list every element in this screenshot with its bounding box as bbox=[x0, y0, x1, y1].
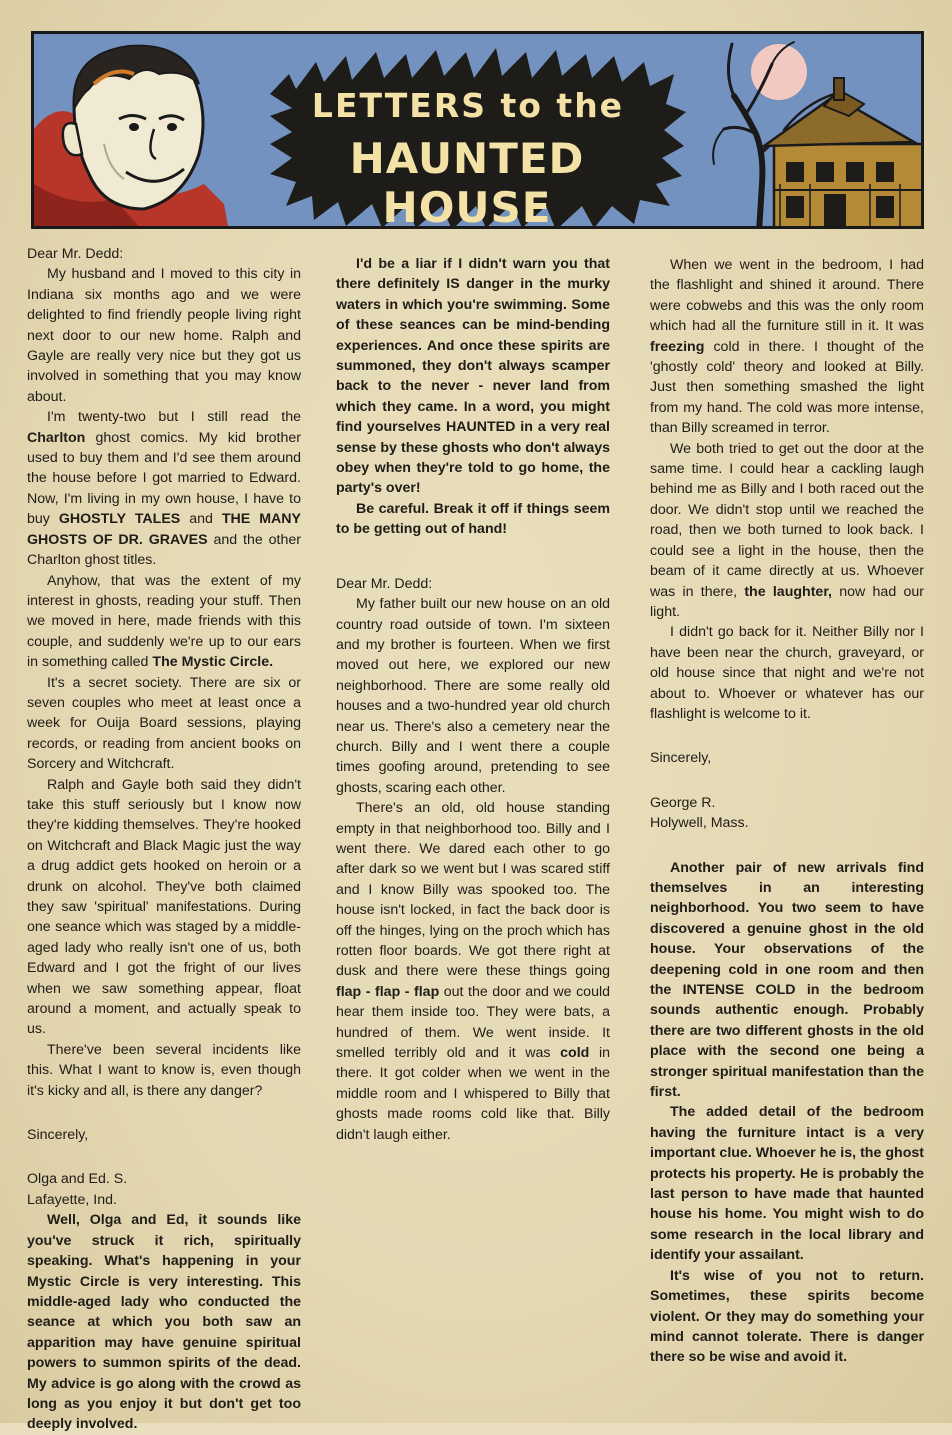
reply-1-paragraph: Be careful. Break it off if things seem to be getting out of hand! bbox=[336, 500, 610, 538]
column-3 bbox=[650, 255, 924, 1368]
letter-2-location: Holywell, Mass. bbox=[650, 815, 749, 832]
letter-1-closing: Sincerely, bbox=[27, 1127, 89, 1144]
letter-1-salutation: Dear Mr. Dedd: bbox=[27, 246, 124, 262]
letter-1-paragraph: My husband and I moved to this city in Indiana six months ago and we were delighted to find friendly people living right next door to our new home. Ralph and Gayle are really very nice but they got us involved in something that you may know about. bbox=[27, 266, 301, 405]
reply-1-paragraph: I'd be a liar if I didn't warn you that there definitely IS danger in the murky waters in which you're swimming. Some of these seances can be mind-bending experiences. And once these spirits are summoned, they don't always scamper back to the never - never land from which they came. In a word, you might find yourselves HAUNTED in a very real sense by these ghosts who don't always obey when they're told to go home, the party's over! bbox=[336, 256, 611, 497]
reply-2-paragraph: It's wise of you not to return. Sometimes, these spirits become violent. Or they may do something your mind cannot tolerate. There is danger there so be wise and avoid it. bbox=[650, 1267, 924, 1366]
letter-2-paragraph: My father built our new house on an old country road outside of town. I'm sixteen and my brother is fourteen. When we first moved out here, we explored our new neighborhood. There are some really old houses and a two-hundred year old church near us. There's also a cemetery near the church. Billy and I went there a couple times goofing around, pretending to see ghosts, scaring each other. bbox=[336, 596, 610, 796]
column-2 bbox=[336, 254, 610, 1145]
letter-1-signature: Olga and Ed. S. bbox=[27, 1171, 128, 1188]
letter-1-paragraph: Ralph and Gayle both said they didn't take this stuff seriously but I know now they're kidding themselves. They're hooked on Witchcraft and Black Magic just the way a drug addict gets hooked on heroin or a drunk on alcohol. They've both claimed they saw 'spiritual' manifestations. During one seance which was staged by a middle-aged lady who really isn't one of us, both Edward and I got the fright of our lives when we saw something appear, float around a moment, and actually speak to us. bbox=[27, 776, 301, 1038]
title-line-1: LETTERS to the bbox=[311, 86, 625, 125]
reply-2-paragraph: Another pair of new arrivals find themselves in an interesting neighborhood. You two seem to have discovered a genuine ghost in the old house. Your observations of the deepening cold in one room and then the INTENSE COLD in the bedroom sounds authentic enough. Probably there are two different ghosts in the old place with the second one being a stronger spiritual manifestation than the first. bbox=[650, 859, 925, 1101]
letter-1-location: Lafayette, Ind. bbox=[27, 1191, 117, 1208]
letter-1-paragraph: I'm twenty-two but I still read the Charlton ghost comics. My kid brother used to buy them and I'd see them around the house before I got married to Edward. Now, I'm living in my own house, I have to buy GHOSTLY TALES and THE MANY GHOSTS OF DR. GRAVES and the other Charlton ghost titles. bbox=[27, 409, 302, 569]
letter-2-paragraph: There's an old, old house standing empty in that neighborhood too. Billy and I went there. We dared each other to go after dark so we went but I was scared stiff and I know Billy was spooked too. The house isn't locked, in fact the back door is off the hinges, lying on the proch which has rotten floor boards. We got there right at dusk and there were these things going flap - flap - flap out the door and we could hear them inside too. They were bats, a hundred of them. We went inside. It smelled terribly old and it was cold in there. It got colder when we went in the middle room and I whispered to Billy that ghosts made rooms cold like that. Billy didn't laugh either. bbox=[336, 800, 611, 1143]
header-banner bbox=[31, 31, 924, 229]
letter-2-closing: Sincerely, bbox=[650, 750, 712, 767]
reply-1-paragraph: Well, Olga and Ed, it sounds like you've struck it rich, spiritually speaking. What's happening in your Mystic Circle is very interesting. This middle-aged lady who conducted the seance at which you both saw an apparition may have genuine spiritual powers to summon spirits of the dead. My advice is go along with the crowd as long as you enjoy it but don't get too deeply involved. bbox=[27, 1212, 301, 1433]
letter-1-paragraph: It's a secret society. There are six or seven couples who meet at least once a week for Ouija Board sessions, playing records, or reading from ancient books on Sorcery and Witchcraft. bbox=[27, 674, 301, 773]
title-line-2: HAUNTED HOUSE bbox=[349, 134, 585, 229]
reply-2-paragraph: The added detail of the bedroom having the furniture intact is a very important clue. Whoever he is, the ghost protects his property. He is probably the last person to have made that haunted house his home. You might wish to do some research in the local library and identify your assailant. bbox=[650, 1104, 924, 1264]
column-1 bbox=[27, 244, 301, 1435]
letter-2-paragraph: We both tried to get out the door at the same time. I could hear a cackling laugh behind me as Billy and I both raced out the door. We didn't stop until we reached the road, then we both turned to look back. I could see a light in the house, then the beam of it came directly at us. Whoever was in there, the laughter, now had our light. bbox=[650, 440, 924, 620]
letter-2-paragraph: I didn't go back for it. Neither Billy nor I have been near the church, graveyard, or old house since that night and we're not about to. Whoever or whatever has our flashlight is welcome to it. bbox=[650, 624, 924, 722]
letter-2-signature: George R. bbox=[650, 794, 716, 811]
letter-1-paragraph: There've been several incidents like this. What I want to know is, even though it's kicky and all, is there any danger? bbox=[27, 1041, 301, 1099]
letter-2-salutation: Dear Mr. Dedd: bbox=[336, 575, 433, 592]
letter-1-paragraph: Anyhow, that was the extent of my interest in ghosts, reading your stuff. Then we moved in here, made friends with this couple, and suddenly we're up to our ears in something called The Mystic Circle. bbox=[27, 572, 301, 671]
letter-2-paragraph: When we went in the bedroom, I had the flashlight and shined it around. There were cobwebs and this was the only room which had all the furniture still in it. It was freezing cold in there. I thought of the 'ghostly cold' theory and looked at Billy. Just then something smashed the light from my hand. The cold was more intense, than Billy screamed in terror. bbox=[650, 257, 924, 437]
